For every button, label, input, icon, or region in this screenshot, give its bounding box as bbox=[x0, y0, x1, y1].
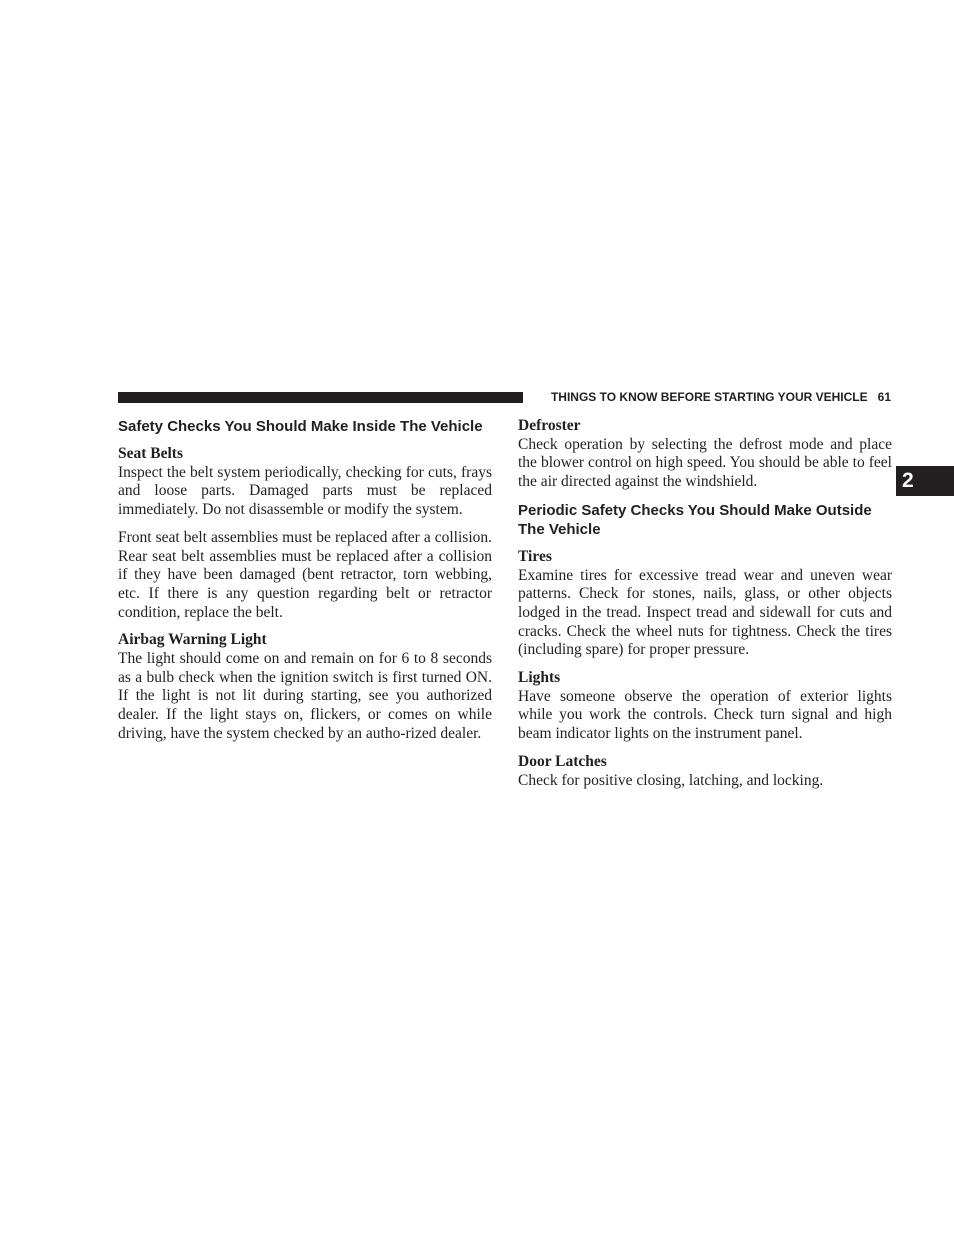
defroster-paragraph: Check operation by selecting the defrost mode and place the blower control on high speed. You should be able to feel the air directed against the windshield. bbox=[518, 435, 892, 491]
right-column bbox=[518, 417, 892, 799]
door-latches-heading: Door Latches bbox=[518, 752, 607, 770]
page-number: 61 bbox=[877, 390, 891, 404]
section-title-outside: Periodic Safety Checks You Should Make Outside The Vehicle bbox=[518, 501, 872, 538]
tires-paragraph: Examine tires for excessive tread wear and uneven wear patterns. Check for stones, nails, glass, or other objects lodged in the tread. Inspect tread and sidewall for cuts and cracks. Check the wheel nuts for tightness. Check the tires (including spare) for proper pressure. bbox=[518, 566, 892, 659]
running-header bbox=[533, 389, 891, 406]
header-rule bbox=[118, 392, 523, 403]
lights-heading: Lights bbox=[518, 669, 561, 687]
section-title-inside: Safety Checks You Should Make Inside The Vehicle bbox=[118, 418, 483, 435]
airbag-warning-paragraph: The light should come on and remain on for 6 to 8 seconds as a bulb check when the ignition switch is first turned ON. If the light is not lit during starting, see you authorized dealer. If the light stays on, flickers, or comes on while driving, have the system checked by an autho-rized dealer. bbox=[118, 650, 492, 742]
seat-belts-paragraph-1: Inspect the belt system periodically, checking for cuts, frays and loose parts. Damaged parts must be replaced immediately. Do not disassemble or modify the system. bbox=[118, 463, 492, 519]
seat-belts-heading: Seat Belts bbox=[118, 445, 184, 462]
running-title: THINGS TO KNOW BEFORE STARTING YOUR VEHICLE bbox=[550, 390, 868, 404]
defroster-heading: Defroster bbox=[518, 417, 581, 434]
lights-paragraph: Have someone observe the operation of exterior lights while you work the controls. Check turn signal and high beam indicator lights on the instrument panel. bbox=[518, 687, 892, 743]
tires-heading: Tires bbox=[518, 547, 552, 565]
airbag-warning-heading: Airbag Warning Light bbox=[118, 631, 267, 649]
door-latches-paragraph: Check for positive closing, latching, and locking. bbox=[518, 771, 824, 789]
seat-belts-paragraph-2: Front seat belt assemblies must be replaced after a collision. Rear seat belt assemblies must be replaced after a collision if they have been damaged (bent retractor, torn webbing, etc. If there is any question regarding belt or retractor condition, replace the belt. bbox=[118, 528, 492, 621]
chapter-tab: 2 bbox=[896, 466, 954, 496]
left-column bbox=[118, 417, 492, 753]
